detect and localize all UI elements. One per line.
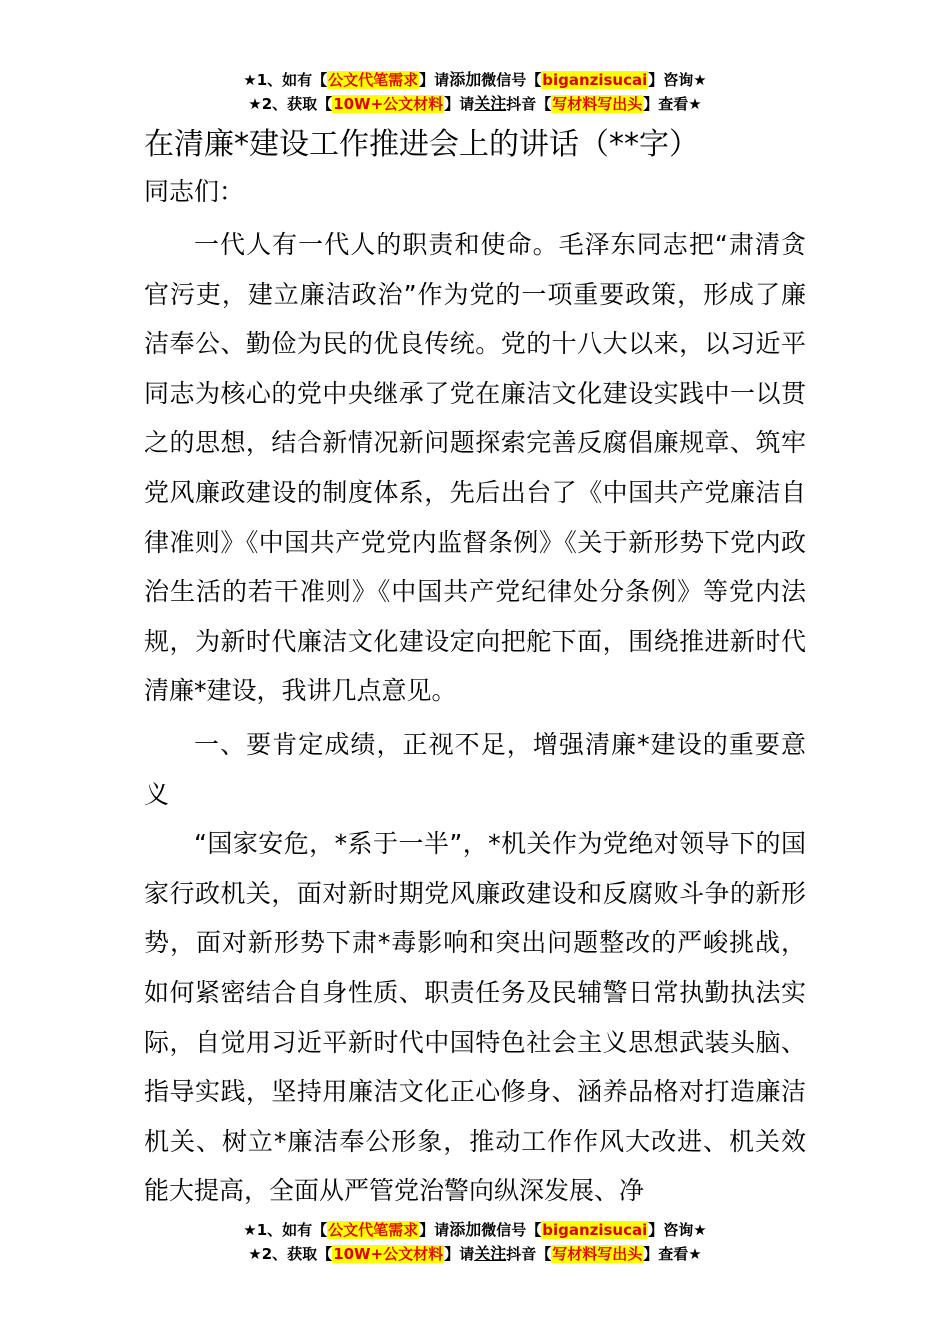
banner-line-1 bbox=[0, 68, 950, 92]
banner-text: 抖音【 bbox=[506, 1245, 552, 1263]
highlight-wechat-id: biganzisucai bbox=[542, 71, 648, 89]
highlight-materials: 10W+公文材料 bbox=[333, 95, 444, 113]
highlight-douyin-account: 写材料写出头 bbox=[552, 95, 643, 113]
document-title: 在清廉*建设工作推进会上的讲话（**字） bbox=[144, 127, 699, 162]
banner-text: ★2、获取【 bbox=[248, 95, 333, 113]
highlight-materials: 10W+公文材料 bbox=[333, 1245, 444, 1263]
banner-emphasis: 添加 bbox=[449, 1220, 482, 1239]
banner-text: 】请 bbox=[444, 95, 475, 113]
banner-text: 】请 bbox=[419, 1221, 450, 1239]
banner-line-2 bbox=[0, 92, 950, 116]
paragraph-intro: 一代人有一代人的职责和使命。毛泽东同志把“肃清贪官污吏，建立廉洁政治”作为党的一项重要政策，形成了廉洁奉公、勤俭为民的优良传统。党的十八大以来，以习近平同志为核心的党中央继承了党在廉洁文化建设实践中一以贯之的思想，结合新情况新问题探索完善反腐倡廉规章、筑牢党风廉政建设的制度体系，先后出台了《中国共产党廉洁自律准则》《中国共产党党内监督条例》《关于新形势下党内政治生活的若干准则》《中国共产党纪律处分条例》等党内法规，为新时代廉洁文化建设定向把舵下面，围绕推进新时代清廉*建设，我讲几点意见。 bbox=[144, 230, 806, 706]
banner-text: 微信号【 bbox=[481, 1221, 542, 1239]
banner-text: ★1、如有【 bbox=[243, 71, 328, 89]
footer-banner bbox=[0, 1218, 950, 1266]
highlight-douyin-account: 写材料写出头 bbox=[552, 1245, 643, 1263]
banner-text: ★2、获取【 bbox=[248, 1245, 333, 1263]
banner-text: 】查看★ bbox=[643, 95, 702, 113]
banner-text: 】请 bbox=[444, 1245, 475, 1263]
banner-text: 微信号【 bbox=[481, 71, 542, 89]
highlight-service: 公文代笔需求 bbox=[328, 1221, 419, 1239]
highlight-wechat-id: biganzisucai bbox=[542, 1221, 648, 1239]
greeting: 同志们： bbox=[144, 177, 245, 206]
banner-text: 】咨询★ bbox=[648, 1221, 707, 1239]
paragraph-section-1: “国家安危，*系于一半”，*机关作为党绝对领导下的国家行政机关，面对新时期党风廉政建设和反腐败斗争的新形势，面对新形势下肃*毒影响和突出问题整改的严峻挑战，如何紧密结合自身性质、职责任务及民辅警日常执勤执法实际，自觉用习近平新时代中国特色社会主义思想武装头脑、指导实践，坚持用廉洁文化正心修身、涵养品格对打造廉洁机关、树立*廉洁奉公形象，推动工作作风大改进、机关效能大提高，全面从严管党治警向纵深发展、净 bbox=[144, 829, 806, 1206]
section-heading-1: 一、要肯定成绩，正视不足，增强清廉*建设的重要意义 bbox=[144, 729, 806, 809]
banner-text: 】请 bbox=[419, 71, 450, 89]
banner-text: ★1、如有【 bbox=[243, 1221, 328, 1239]
highlight-service: 公文代笔需求 bbox=[328, 71, 419, 89]
banner-emphasis: 关注 bbox=[474, 94, 507, 113]
banner-line-1 bbox=[0, 1218, 950, 1242]
banner-text: 】查看★ bbox=[643, 1245, 702, 1263]
banner-line-2 bbox=[0, 1242, 950, 1266]
header-banner bbox=[0, 68, 950, 116]
banner-text: 抖音【 bbox=[506, 95, 552, 113]
banner-emphasis: 关注 bbox=[474, 1244, 507, 1263]
banner-emphasis: 添加 bbox=[449, 70, 482, 89]
banner-text: 】咨询★ bbox=[648, 71, 707, 89]
document-body bbox=[144, 118, 806, 1216]
